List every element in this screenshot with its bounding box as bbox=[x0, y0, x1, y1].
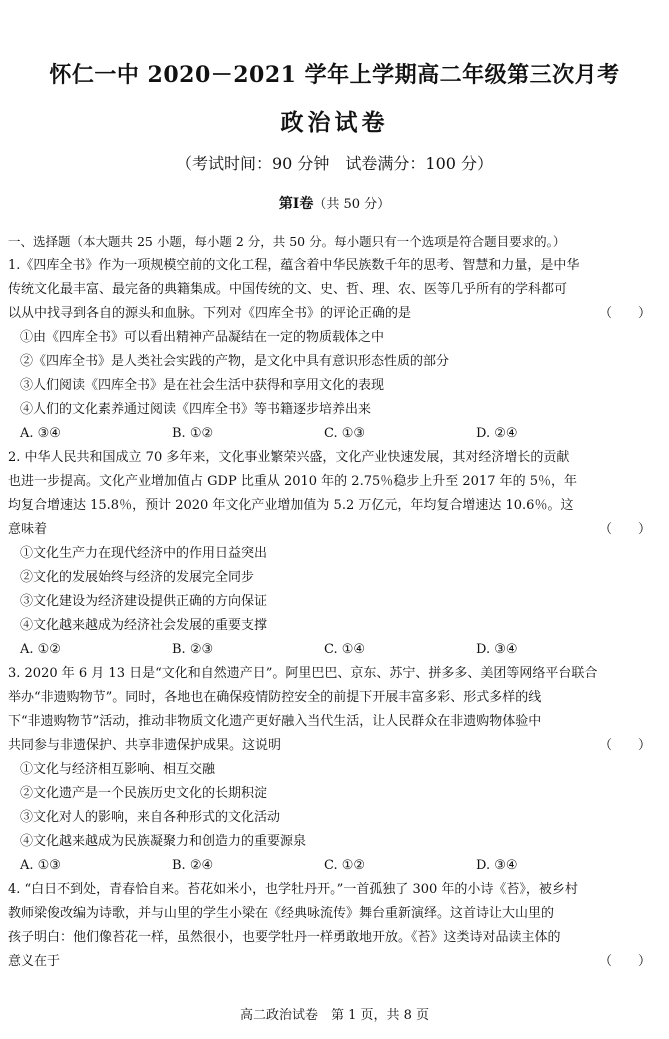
question-2 bbox=[8, 446, 657, 662]
subject-title: 政治试卷 bbox=[280, 109, 389, 136]
question-stem-line: 意义在于 bbox=[8, 954, 61, 969]
answer-choices bbox=[8, 422, 657, 446]
question-stem-last bbox=[8, 518, 657, 542]
question-stem-line: 共同参与非遗保护、共享非遗保护成果。这说明 bbox=[8, 738, 282, 753]
statement-option: ③人们阅读《四库全书》是在社会生活中获得和享用文化的表现 bbox=[20, 378, 385, 393]
question-stem-last bbox=[8, 950, 657, 974]
question-1 bbox=[8, 254, 657, 446]
question-3 bbox=[8, 662, 657, 878]
statement-option: ②文化的发展始终与经济的发展完全同步 bbox=[20, 570, 255, 585]
answer-choice-c: C. ①③ bbox=[324, 426, 366, 441]
question-stem-last bbox=[8, 302, 657, 326]
page-footer: 高二政治试卷 第 1 页，共 8 页 bbox=[239, 1008, 430, 1023]
statement-option: ①文化生产力在现代经济中的作用日益突出 bbox=[20, 546, 268, 561]
question-stem-line: 也进一步提高。文化产业增加值占 GDP 比重从 2010 年的 2.75％稳步上升至 2017 年的 5％，年 bbox=[8, 474, 577, 489]
exam-info: （考试时间：90 分钟 试卷满分：100 分） bbox=[175, 154, 494, 173]
statement-option: ④文化越来越成为经济社会发展的重要支撑 bbox=[20, 618, 268, 633]
question-stem-line: 传统文化最丰富、最完备的典籍集成。中国传统的文、史、哲、理、农、医等几乎所有的学科都可 bbox=[8, 282, 568, 297]
question-stem-line: 意味着 bbox=[8, 522, 48, 537]
volume-heading bbox=[0, 193, 669, 213]
statement-option: ③文化建设为经济建设提供正确的方向保证 bbox=[20, 594, 268, 609]
question-stem-line: 3. 2020 年 6 月 13 日是“文化和自然遗产日”。阿里巴巴、京东、苏宁、拼多多、美团等网络平台联合 bbox=[8, 666, 598, 681]
answer-choices bbox=[8, 854, 657, 878]
answer-parenthesis: （ ） bbox=[598, 954, 651, 969]
statement-option: ②《四库全书》是人类社会实践的产物，是文化中具有意识形态性质的部分 bbox=[20, 354, 450, 369]
question-area bbox=[8, 230, 657, 974]
statement-option: ①由《四库全书》可以看出精神产品凝结在一定的物质载体之中 bbox=[20, 330, 385, 345]
statement-option: ③文化对人的影响，来自各种形式的文化活动 bbox=[20, 810, 281, 825]
answer-choices bbox=[8, 638, 657, 662]
question-4 bbox=[8, 878, 657, 974]
section-intro: 一、选择题（本大题共 25 小题，每小题 2 分，共 50 分。每小题只有一个选项是符合题目要求的。） bbox=[8, 234, 566, 249]
answer-choice-a: A. ③④ bbox=[20, 426, 61, 441]
question-stem-line: 举办“非遗购物节”。同时，各地也在确保疫情防控安全的前提下开展丰富多彩、形式多样的线 bbox=[8, 690, 542, 705]
question-stem-line: 教师梁俊改编为诗歌，并与山里的学生小梁在《经典咏流传》舞台重新演绎。这首诗让大山里的 bbox=[8, 906, 555, 921]
answer-parenthesis: （ ） bbox=[598, 738, 651, 753]
answer-choice-c: C. ①② bbox=[324, 858, 366, 873]
answer-choice-a: A. ①③ bbox=[20, 858, 61, 873]
question-stem-line: 均复合增速达 15.8％，预计 2020 年文化产业增加值为 5.2 万亿元，年均复合增速达 10.6％。这 bbox=[8, 498, 574, 513]
statement-option: ①文化与经济相互影响、相互交融 bbox=[20, 762, 216, 777]
statement-option: ④人们的文化素养通过阅读《四库全书》等书籍逐步培养出来 bbox=[20, 402, 372, 417]
exam-title: 怀仁一中 2020－2021 学年上学期高二年级第三次月考 bbox=[49, 62, 620, 88]
question-stem-line: 2. 中华人民共和国成立 70 多年来，文化事业繁荣兴盛，文化产业快速发展，其对经济增长的贡献 bbox=[8, 450, 570, 465]
question-stem-line: 以从中找寻到各自的源头和血脉。下列对《四库全书》的评论正确的是 bbox=[8, 306, 412, 321]
answer-choice-a: A. ①② bbox=[20, 642, 61, 657]
volume-label: 第Ⅰ卷 bbox=[278, 196, 314, 212]
question-stem-line: 4. “白日不到处，青春恰自来。苔花如米小，也学牡丹开。”一首孤独了 300 年的小诗《苔》，被乡村 bbox=[8, 882, 578, 897]
volume-score: （共 50 分） bbox=[313, 197, 391, 212]
question-stem-line: 孩子明白：他们像苔花一样，虽然很小，也要学牡丹一样勇敢地开放。《苔》这类诗对品读主体的 bbox=[8, 930, 561, 945]
answer-choice-d: D. ③④ bbox=[476, 642, 518, 657]
question-stem-line: 下“非遗购物节”活动，推动非物质文化遗产更好融入当代生活，让人民群众在非遗购物体验中 bbox=[8, 714, 542, 729]
question-stem-last bbox=[8, 734, 657, 758]
answer-choice-b: B. ②④ bbox=[172, 858, 214, 873]
answer-parenthesis: （ ） bbox=[598, 306, 651, 321]
answer-choice-b: B. ②③ bbox=[172, 642, 214, 657]
answer-choice-c: C. ①④ bbox=[324, 642, 366, 657]
question-stem-line: 1.《四库全书》作为一项规模空前的文化工程，蕴含着中华民族数千年的思考、智慧和力量，是中华 bbox=[8, 258, 580, 273]
answer-choice-d: D. ③④ bbox=[476, 858, 518, 873]
answer-choice-b: B. ①② bbox=[172, 426, 214, 441]
statement-option: ④文化越来越成为民族凝聚力和创造力的重要源泉 bbox=[20, 834, 307, 849]
answer-parenthesis: （ ） bbox=[598, 522, 651, 537]
statement-option: ②文化遗产是一个民族历史文化的长期积淀 bbox=[20, 786, 268, 801]
answer-choice-d: D. ②④ bbox=[476, 426, 518, 441]
